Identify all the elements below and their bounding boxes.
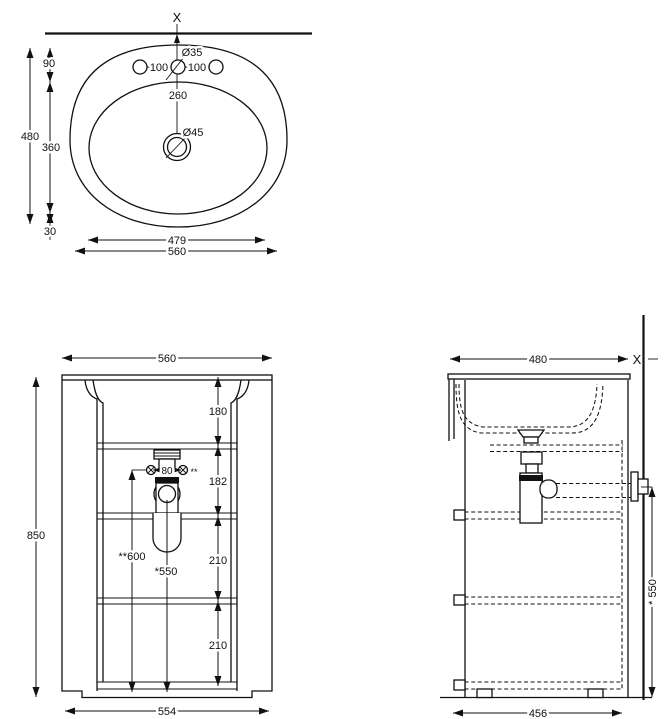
rail-3-dashed (458, 682, 622, 689)
trap-nut-front (155, 477, 179, 483)
dim-top-to-shelf: 180 (208, 406, 228, 418)
trap-eye-front (159, 486, 176, 503)
shelf-dashed-side (490, 445, 623, 452)
screw-footnote-mark: ** (190, 467, 198, 477)
dim-base-width: 554 (157, 706, 177, 718)
foot-back (588, 689, 603, 698)
faucet-hole-center (171, 60, 185, 74)
drain-flange-front (154, 450, 180, 459)
dim-front-width: 560 (157, 353, 177, 365)
dim-screw-height: **600 (118, 551, 146, 563)
bowl-profile-inner-dashed (459, 384, 597, 427)
basin-front-lip (449, 379, 454, 441)
rail-3-tab (454, 680, 465, 690)
rail-1-tab (454, 510, 465, 520)
dim-shelf-to-outlet: 182 (208, 476, 228, 488)
basin-rim-front (62, 375, 272, 380)
dim-depth-top: 90 (42, 58, 56, 70)
dim-holes-to-drain: 260 (168, 90, 188, 102)
dim-screw-spacing: 80 (161, 466, 173, 477)
tailpipe-neck-side (526, 464, 538, 473)
outlet-pipe-dashed (556, 484, 631, 498)
wall-reference-mark-side: X (632, 352, 642, 367)
side-view (440, 315, 659, 719)
dim-drain-height-side: * 550 (647, 579, 659, 605)
front-view (27, 353, 272, 718)
wall-reference-mark: X (172, 10, 182, 25)
faucet-hole-left (133, 60, 147, 74)
dim-depth: 480 (528, 354, 548, 366)
dim-outlet-to-rail: 210 (208, 555, 228, 567)
right-column-inner-curve (231, 380, 241, 682)
dim-drain-height-front: *550 (154, 566, 178, 578)
center-line-arrow (174, 34, 180, 43)
drain-fitting-side (518, 430, 544, 437)
dim-faucet-dia: Ø35 (181, 47, 203, 59)
wall-outlet-flange (631, 472, 638, 501)
rail-2-tab (454, 595, 465, 605)
basin-rim-side (448, 374, 630, 379)
dim-width: 560 (167, 246, 187, 258)
dim-depth-total: 480 (20, 131, 40, 143)
foot-front (477, 689, 492, 698)
tailpipe-side (521, 452, 542, 464)
rail-2-dashed (458, 597, 622, 604)
dim-bowl-width: 479 (167, 235, 187, 247)
dim-drain-dia: Ø45 (182, 127, 204, 139)
drain-fitting-neck (524, 437, 538, 443)
faucet-hole-right (209, 60, 223, 74)
right-column-outer-curve (237, 380, 249, 691)
dim-base-depth: 456 (528, 708, 548, 719)
top-view-plan (21, 10, 312, 258)
dim-hole-spacing-left: 100 (149, 62, 169, 74)
left-column-outer-curve (85, 380, 97, 691)
dim-rail-to-base: 210 (208, 640, 228, 652)
dim-bowl-depth: 360 (41, 142, 61, 154)
trap-elbow-side (540, 480, 557, 498)
left-column-inner-curve (93, 380, 103, 682)
trap-nut-side (519, 475, 543, 481)
shelf-band-1 (97, 443, 237, 449)
dim-hole-spacing-right: 100 (187, 62, 207, 74)
wall-outlet-stub (638, 479, 648, 494)
dim-height: 850 (26, 530, 46, 542)
dim-depth-bottom: 30 (43, 226, 57, 238)
